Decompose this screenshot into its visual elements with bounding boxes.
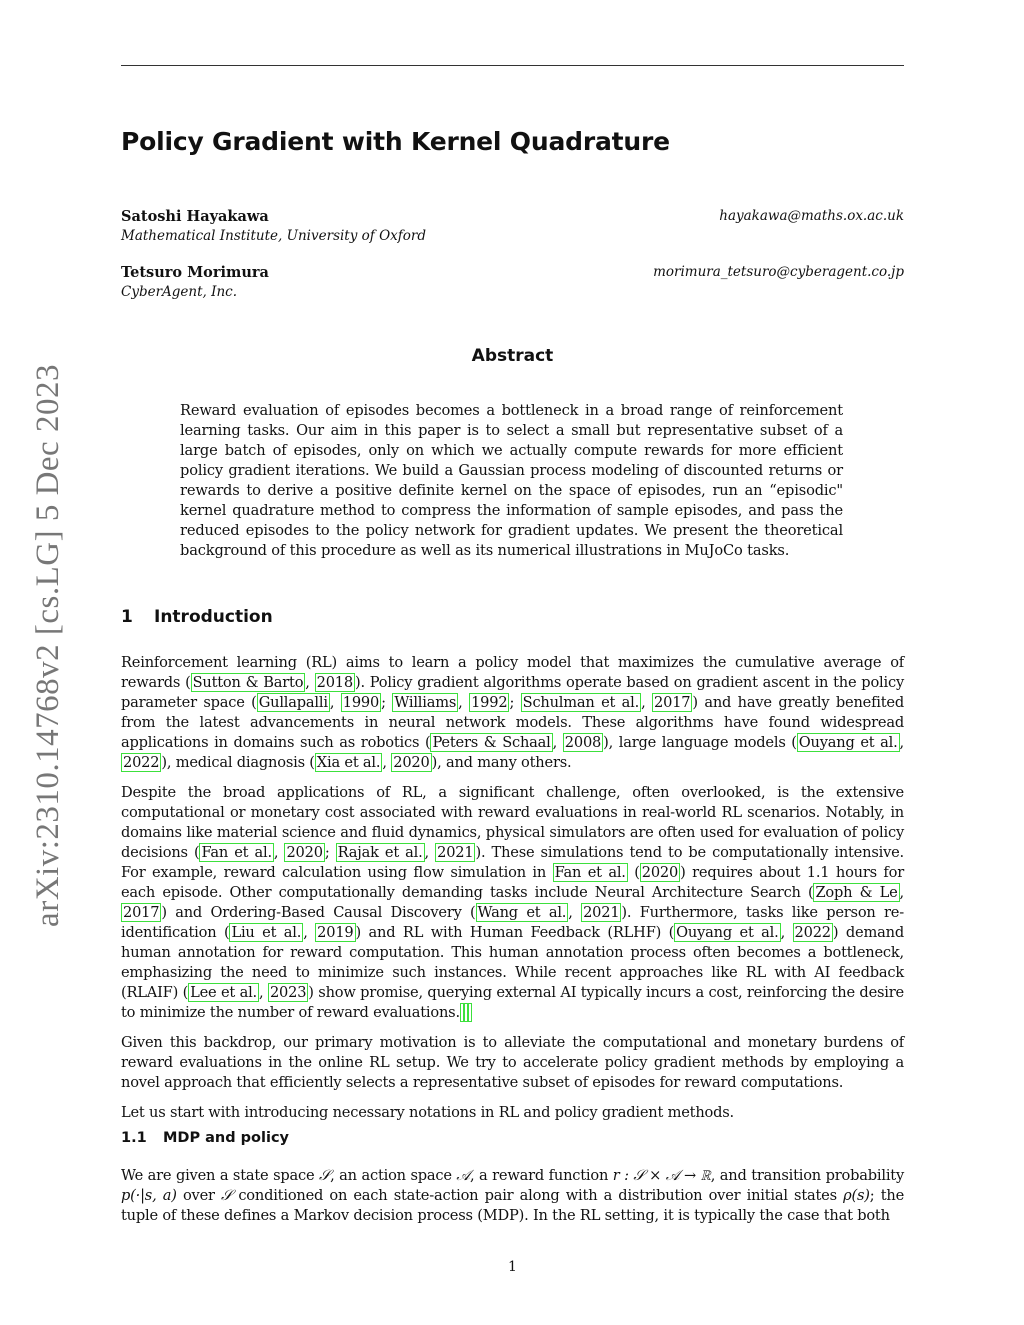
citation-link[interactable]: Lee et al. bbox=[190, 984, 257, 1001]
citation-link[interactable]: 2023 bbox=[269, 984, 307, 1001]
citation-link[interactable]: 2008 bbox=[564, 734, 602, 751]
abstract-heading: Abstract bbox=[471, 346, 554, 366]
top-rule bbox=[121, 65, 904, 66]
citation-link[interactable]: Zoph & Le bbox=[815, 884, 898, 901]
citation-link[interactable]: 1992 bbox=[471, 694, 508, 711]
citation-link[interactable]: Ouyang et al. bbox=[676, 924, 779, 941]
math-initial-distribution: ρ(s) bbox=[843, 1187, 870, 1204]
subsection-heading-mdp bbox=[121, 1130, 289, 1146]
author-name: Tetsuro Morimura bbox=[121, 264, 269, 281]
author-email: hayakawa@maths.ox.ac.uk bbox=[719, 208, 904, 224]
citation-link[interactable]: 2021 bbox=[583, 904, 620, 921]
abstract-text: Reward evaluation of episodes becomes a bottleneck in a broad range of reinforcement learning tasks. Our aim in this paper is to select a small but representative subset of a large batch of episodes, only on which we actually compute rewards for more efficient policy gradient iterations. We build a Gaussian process modeling of discounted returns or rewards to derive a positive definite kernel on the space of episodes, run an “episodic" kernel quadrature method to compress the information of sample episodes, and pass the reduced episodes to the policy network for gradient updates. We present the theoretical background of this procedure as well as its numerical illustrations in MuJoCo tasks. bbox=[180, 402, 843, 559]
paper-title: Policy Gradient with Kernel Quadrature bbox=[121, 127, 670, 156]
citation-link[interactable]: Xia et al. bbox=[316, 754, 381, 771]
page-number: 1 bbox=[508, 1259, 517, 1275]
math-reward-function: r : 𝒮 × 𝒜 → ℝ bbox=[612, 1167, 711, 1184]
citation-link[interactable]: Wang et al. bbox=[477, 904, 567, 921]
citation-link[interactable] bbox=[468, 1003, 472, 1022]
citation-link[interactable]: 2020 bbox=[393, 754, 430, 771]
citation-link[interactable]: Gullapalli bbox=[258, 694, 328, 711]
citation-link[interactable]: 1990 bbox=[342, 694, 380, 711]
intro-paragraph-3: Given this backdrop, our primary motivation is to alleviate the computational and monetary burdens of reward evaluations in the online RL setup. We try to accelerate policy gradient methods by employing a novel approach that efficiently selects a representative subset of episodes for reward computations. bbox=[121, 1034, 904, 1091]
citation-link[interactable]: Liu et al. bbox=[231, 924, 302, 941]
citation-link[interactable]: 2018 bbox=[316, 674, 353, 691]
citation-link[interactable]: Sutton & Barto bbox=[192, 674, 304, 691]
citation-link[interactable]: 2022 bbox=[123, 754, 160, 771]
citation-link[interactable]: 2021 bbox=[437, 844, 474, 861]
mdp-paragraph-1: We are given a state space 𝒮, an action space 𝒜, a reward function r : 𝒮 × 𝒜 → ℝ, and transition probability p(·|s, a) over 𝒮 conditioned on each state-action pair along with a distribution over initial states ρ(s); the tuple of these defines a Markov decision process (MDP). In the RL setting, it is typically the case that both bbox=[121, 1167, 905, 1224]
math-action-space: 𝒜 bbox=[456, 1167, 471, 1184]
author-affiliation: CyberAgent, Inc. bbox=[121, 284, 238, 300]
section-heading-introduction bbox=[121, 607, 273, 627]
author-block-2 bbox=[121, 264, 904, 300]
citation-link[interactable]: Rajak et al. bbox=[337, 844, 423, 861]
citation-link[interactable]: 2019 bbox=[317, 924, 354, 941]
citation-link[interactable]: Schulman et al. bbox=[522, 694, 640, 711]
introduction-body bbox=[121, 653, 904, 1133]
citation-link[interactable]: Ouyang et al. bbox=[798, 734, 898, 751]
intro-paragraph-1: Reinforcement learning (RL) aims to learn a policy model that maximizes the cumulative average of rewards ( Sutton & Barto , 2018 ). Policy gradient algorithms operate based on gradient ascent in the policy parameter space ( Gullapalli , 1990 ; Williams , 1992 ; Schulman et al. , 2017 ) and have greatly benefited from the latest advancements in neural network models. These algorithms have found widespread applications in domains such as robotics ( Peters & Schaal , 2008 ), large language models ( Ouyang et al. , 2022 ), medical diagnosis ( Xia et al. , 2020 ), and many others. bbox=[121, 654, 904, 771]
intro-paragraph-2: Despite the broad applications of RL, a significant challenge, often overlooked, is the extensive computational or monetary cost associated with reward evaluations in real-world RL scenarios. Notably, in domains like material science and fluid dynamics, physical simulators are often used for evaluation of policy decisions ( Fan et al. , 2020 ; Rajak et al. , 2021 ). These simulations tend to be computationally intensive. For example, reward calculation using flow simulation in Fan et al. ( 2020 ) requires about 1.1 hours for each episode. Other computationally demanding tasks include Neural Architecture Search ( Zoph & Le , 2017 ) and Ordering-Based Causal Discovery ( Wang et al. , 2021 ). Furthermore, tasks like person re-identification ( Liu et al. , 2019 ) and RL with Human Feedback (RLHF) ( Ouyang et al. , 2022 ) demand human annotation for reward computation. This human annotation process often becomes a bottleneck, emphasizing the need to minimize such instances. While recent approaches like RL with AI feedback (RLAIF) ( Lee et al. , 2023 ) show promise, querying external AI typically incurs a cost, reinforcing the desire to minimize the number of reward evaluations. bbox=[121, 784, 904, 1021]
math-transition: p(·|s, a) bbox=[121, 1187, 177, 1204]
citation-link[interactable]: Peters & Schaal bbox=[432, 734, 551, 751]
author-name: Satoshi Hayakawa bbox=[121, 208, 269, 225]
citation-link[interactable]: 2022 bbox=[794, 924, 831, 941]
intro-paragraph-4: Let us start with introducing necessary notations in RL and policy gradient methods. bbox=[121, 1104, 734, 1121]
arxiv-identifier-stamp bbox=[28, 360, 68, 930]
author-block-1 bbox=[121, 208, 904, 244]
math-state-space: 𝒮 bbox=[221, 1187, 233, 1204]
section-title: Introduction bbox=[154, 607, 273, 627]
citation-link[interactable]: 2017 bbox=[123, 904, 160, 921]
subsection-title: MDP and policy bbox=[163, 1130, 290, 1146]
citation-link[interactable]: Williams bbox=[394, 694, 457, 711]
citation-link[interactable]: 2017 bbox=[654, 694, 691, 711]
citation-link[interactable]: 2020 bbox=[286, 844, 323, 861]
math-state-space: 𝒮 bbox=[319, 1167, 331, 1184]
arxiv-identifier-text: arXiv:2310.14768v2 [cs.LG] 5 Dec 2023 bbox=[29, 363, 66, 927]
citation-link[interactable]: Fan et al. bbox=[554, 864, 626, 881]
subsection-number: 1.1 bbox=[121, 1130, 147, 1146]
author-email: morimura_tetsuro@cyberagent.co.jp bbox=[653, 264, 904, 280]
author-affiliation: Mathematical Institute, University of Oxford bbox=[121, 228, 426, 244]
citation-link[interactable]: 2020 bbox=[641, 864, 679, 881]
citation-link[interactable]: Fan et al. bbox=[201, 844, 272, 861]
mdp-body bbox=[121, 1166, 904, 1236]
section-number: 1 bbox=[121, 607, 133, 627]
